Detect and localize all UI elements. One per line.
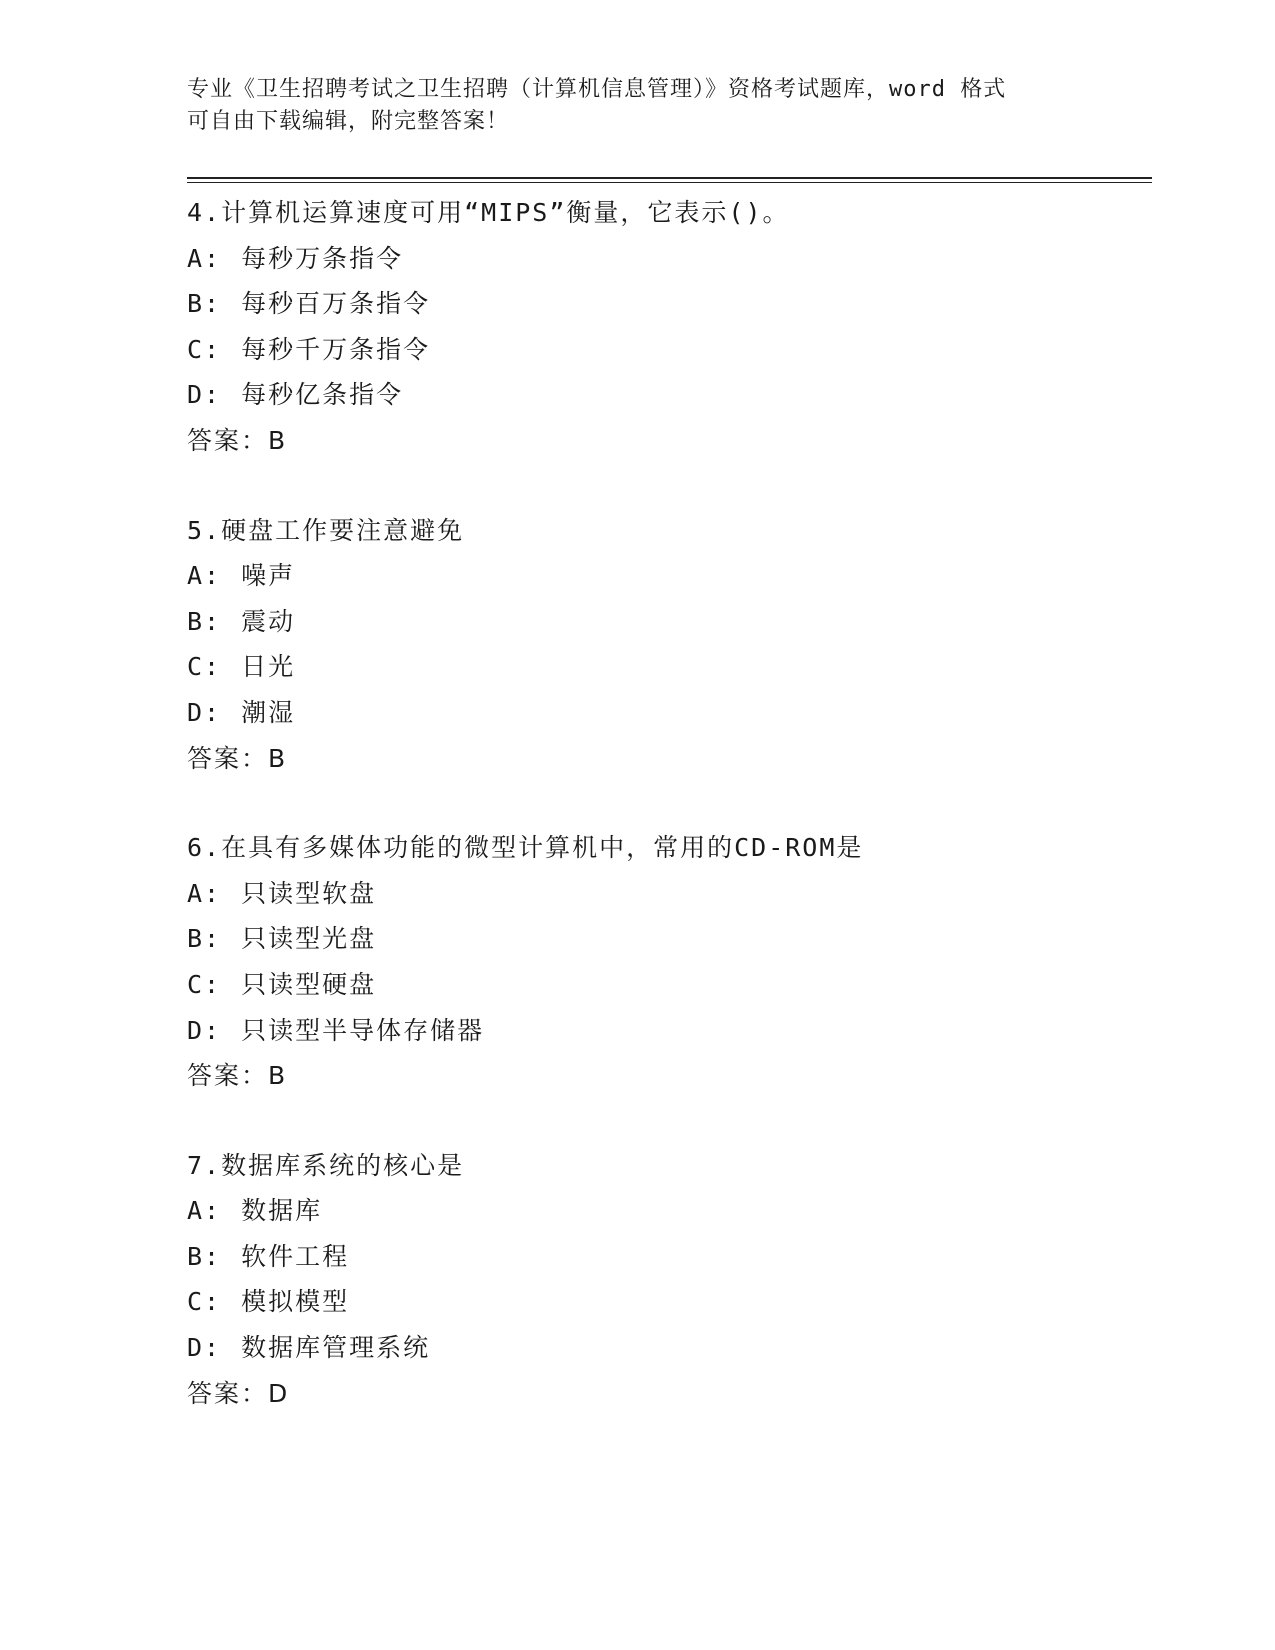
option-text: 只读型软盘 [241,878,377,908]
question-stem: 5.硬盘工作要注意避免 [187,515,465,545]
option-key: C: [187,652,222,682]
option-text: 模拟模型 [241,1287,350,1317]
header-line-1: 专业《卫生招聘考试之卫生招聘（计算机信息管理）》资格考试题库，word 格式 [187,77,1007,102]
question-stem: 6.在具有多媒体功能的微型计算机中，常用的CD-ROM是 [187,833,864,863]
option-b [187,599,1147,645]
option-text: 每秒万条指令 [241,243,404,273]
option-text: 只读型硬盘 [241,969,377,999]
option-text: 每秒亿条指令 [241,380,404,410]
option-key: A: [187,561,222,591]
option-d [187,1008,1147,1054]
question-stem: 4.计算机运算速度可用“MIPS”衡量，它表示()。 [187,198,790,227]
option-d [187,1325,1147,1371]
question-5 [187,508,1147,782]
question-4 [187,190,1147,464]
option-key: D: [187,697,222,727]
option-c [187,962,1147,1008]
option-text: 每秒百万条指令 [241,289,431,319]
option-d [187,372,1147,418]
option-text: 潮湿 [241,697,296,727]
option-key: C: [187,1287,222,1317]
option-b [187,916,1147,962]
option-key: B: [187,1241,222,1271]
answer-line: 答案：D [187,1378,290,1408]
option-key: B: [187,924,222,954]
question-list [187,190,1147,1460]
option-text: 噪声 [241,561,296,591]
option-key: A: [187,243,222,273]
option-d [187,690,1147,736]
option-text: 日光 [241,652,296,682]
answer-line: 答案：B [187,1061,288,1091]
option-key: D: [187,1015,222,1045]
option-key: B: [187,289,222,319]
answer-line: 答案：B [187,425,288,455]
header-divider-thick [187,177,1152,179]
option-b [187,281,1147,327]
option-c [187,644,1147,690]
option-a [187,553,1147,599]
option-text: 只读型光盘 [241,924,377,954]
document-header [187,74,1087,138]
question-stem: 7.数据库系统的核心是 [187,1150,465,1180]
option-b [187,1234,1147,1280]
option-text: 震动 [241,606,296,636]
header-divider-thin [187,182,1152,183]
option-a [187,236,1147,282]
option-text: 软件工程 [241,1241,350,1271]
option-text: 只读型半导体存储器 [241,1015,485,1045]
option-key: D: [187,1333,222,1363]
option-text: 数据库 [241,1196,323,1226]
option-c [187,1279,1147,1325]
option-a [187,1188,1147,1234]
option-key: C: [187,969,222,999]
question-6 [187,825,1147,1099]
option-a [187,871,1147,917]
question-7 [187,1143,1147,1417]
option-key: A: [187,878,222,908]
option-text: 每秒千万条指令 [241,334,431,364]
answer-line: 答案：B [187,743,288,773]
header-line-2: 可自由下载编辑，附完整答案！ [187,109,510,134]
option-c [187,327,1147,373]
option-key: A: [187,1196,222,1226]
option-key: C: [187,334,222,364]
option-text: 数据库管理系统 [241,1333,431,1363]
option-key: B: [187,606,222,636]
option-key: D: [187,380,222,410]
